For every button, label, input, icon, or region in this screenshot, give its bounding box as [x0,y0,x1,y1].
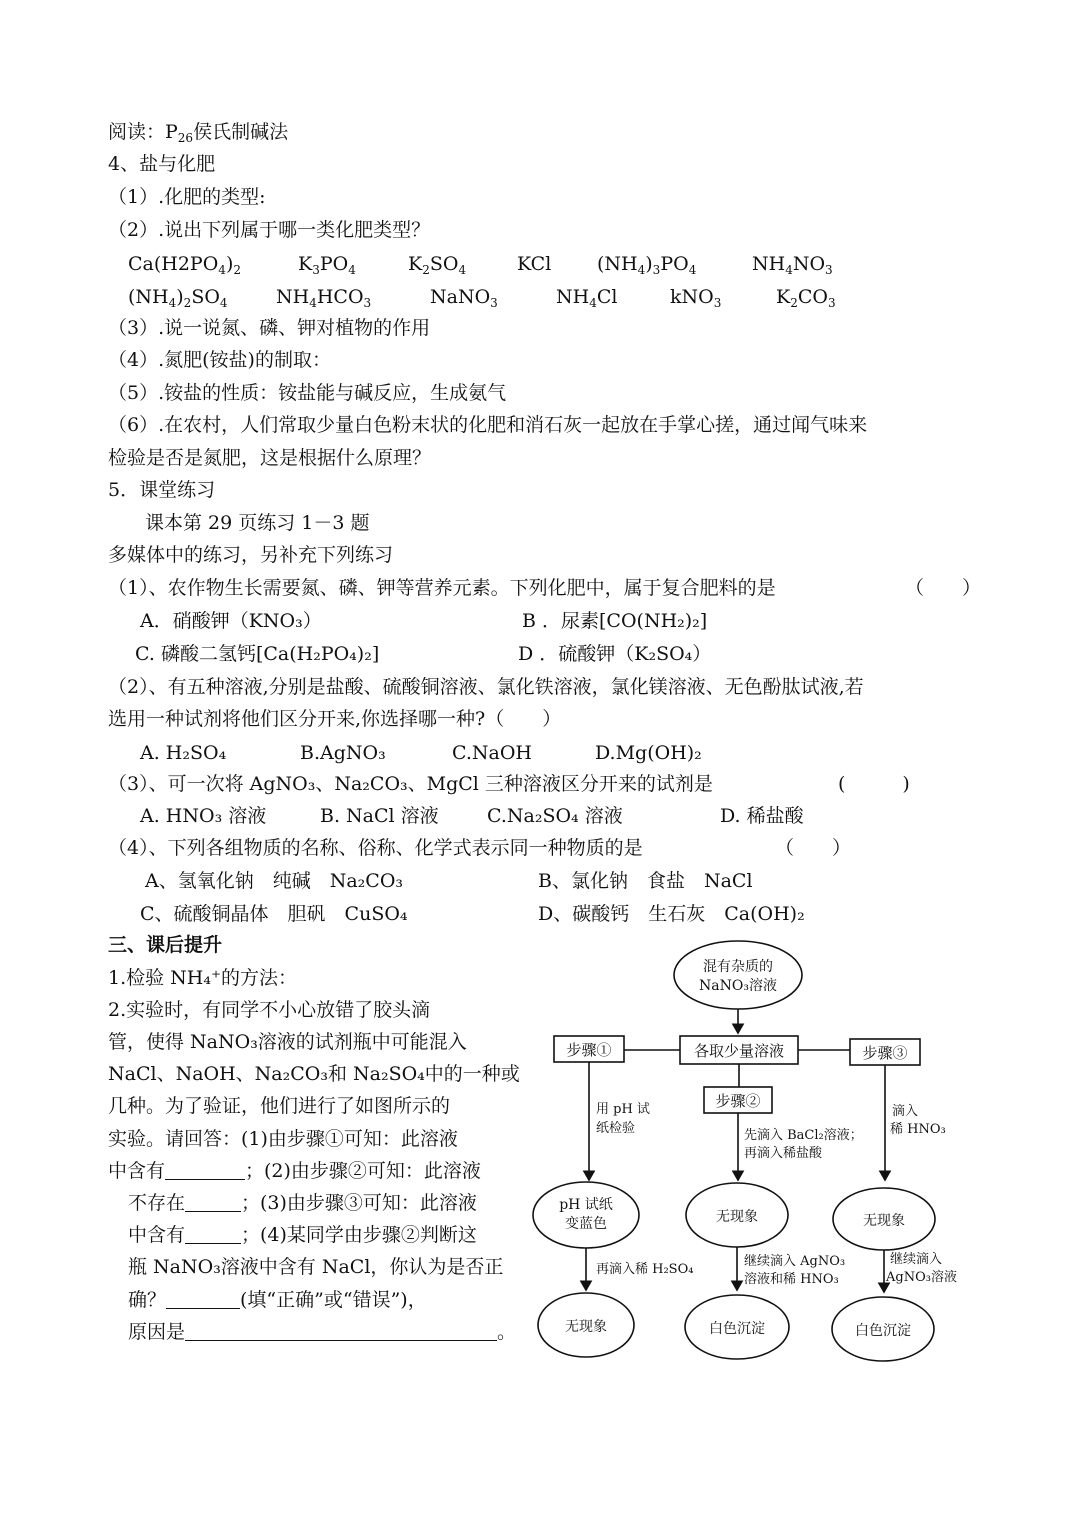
action-1-note: 再滴入稀 H₂SO₄ [596,1262,694,1277]
problem-2-line-8 [128,1223,477,1247]
step-1-note-2: 纸检验 [596,1121,636,1136]
result-2-label: 无现象 [716,1209,758,1225]
problem-2-line-10 [128,1288,427,1312]
reading-line [108,120,288,144]
exercise-2-line-2: 选用一种试剂将他们区分开来,你选择哪一种?（ ） [108,708,562,730]
step-2-note-2: 再滴入稀盐酸 [744,1146,823,1161]
result-3-label: 无现象 [863,1213,905,1229]
problem-2-line-2: 管，使得 NaNO₃溶液的试剂瓶中可能混入 [108,1031,467,1053]
start-node-label-2: NaNO₃溶液 [699,978,777,994]
exercise-1-option-a: A．硝酸钾（KNO₃） [140,610,322,632]
step-2-label: 步骤② [715,1092,761,1110]
answer-blank-4[interactable] [166,1290,240,1309]
text: 不存在 [128,1192,186,1214]
action-3-note-2: AgNO₃溶液 [886,1270,957,1285]
fertilizer-formula: $NH_4HCO_3$ [276,286,372,310]
reading-prefix: 阅读：P [108,121,178,143]
text: 原因是 [128,1321,186,1343]
experiment-flowchart [530,935,990,1375]
problem-2-line-4: 几种。为了验证，他们进行了如图所示的 [108,1095,451,1117]
exercise-2-option-b: B.AgNO₃ [300,742,386,764]
section-3-title: 三、课后提升 [108,934,223,956]
step-3-label: 步骤③ [862,1044,908,1062]
fertilizer-formula: NaNO$_3$ [430,286,498,310]
exercise-4-stem: （4）、下列各组物质的名称、俗称、化学式表示同一种物质的是 [108,837,643,859]
answer-blank-5[interactable] [185,1322,497,1341]
question-2: （2）.说出下列属于哪一类化肥类型？ [108,219,431,241]
exercise-2-option-d: D.Mg(OH)₂ [595,742,702,764]
exercise-3-paren: ( ) [838,773,910,795]
text: ；(3)由步骤③可知：此溶液 [241,1192,477,1214]
fertilizer-formula: $NH_4NO_3$ [752,253,833,277]
answer-blank-1[interactable] [165,1161,245,1180]
start-node-label-1: 混有杂质的 [703,959,773,975]
fertilizer-formula: $NH_4Cl$ [556,286,618,310]
reading-rest: 侯氏制碱法 [193,121,289,143]
exercise-3-stem: （3）、可一次将 AgNO₃、Na₂CO₃、MgCl 三种溶液区分开来的试剂是 [108,773,713,795]
fertilizer-formula: $K_2SO_4$ [408,253,467,277]
section-4-title: 4、盐与化肥 [108,153,216,175]
step-2-note-1: 先滴入 BaCl₂溶液； [744,1128,863,1143]
result-1-label-2: 变蓝色 [565,1216,607,1232]
text: 确？ [128,1289,167,1311]
exercise-3-option-d: D. 稀盐酸 [720,805,804,827]
answer-blank-3[interactable] [185,1225,241,1244]
answer-blank-2[interactable] [185,1193,241,1212]
fertilizer-formula: $(NH_4)_3PO_4$ [597,253,697,277]
text: 。 [497,1321,517,1343]
exercise-3-option-a: A. HNO₃ 溶液 [140,805,267,827]
exercise-4-option-d: D、碳酸钙 生石灰 Ca(OH)₂ [538,903,805,925]
action-3-note-1: 继续滴入 [890,1252,943,1267]
fertilizer-formula: $K_2CO_3$ [776,286,836,310]
action-2-note-2: 溶液和稀 HNO₃ [744,1272,839,1287]
exercise-2-option-a: A. H₂SO₄ [140,742,227,764]
result-1-node [533,1182,639,1248]
exercise-2-line-1: （2）、有五种溶液,分别是盐酸、硫酸铜溶液、氯化铁溶液，氯化镁溶液、无色酚肽试液,若 [108,676,864,698]
problem-2-line-9: 瓶 NaNO₃溶液中含有 NaCl，你认为是否正 [128,1256,504,1278]
start-node [674,941,802,1009]
problem-2-line-1: 2.实验时，有同学不小心放错了胶头滴 [108,999,431,1021]
fertilizer-formula: KCl [517,253,552,275]
problem-2-line-5: 实验。请回答：(1)由步骤①可知：此溶液 [108,1128,458,1150]
text: 中含有 [108,1160,166,1182]
problem-2-line-11 [128,1320,516,1344]
question-4: （4）.氮肥(铵盐)的制取： [108,349,331,371]
exercise-4-option-c: C、硫酸铜晶体 胆矾 CuSO₄ [140,903,408,925]
exercise-2-option-c: C.NaOH [452,742,532,764]
problem-1: 1.检验 NH₄⁺的方法： [108,967,298,989]
text: ；(2)由步骤②可知：此溶液 [245,1160,481,1182]
question-1: （1）.化肥的类型: [108,186,266,208]
exercise-4-paren: （ ） [775,837,852,859]
question-6-line-2: 检验是否是氮肥，这是根据什么原理？ [108,447,432,469]
fertilizer-formula: $K_3PO_4$ [298,253,356,277]
step-3-note-1: 滴入 [892,1104,919,1119]
fertilizer-formula: $Ca(H2PO_4)_2$ [128,253,241,277]
text: (填“正确”或“错误”)， [240,1289,427,1311]
question-6-line-1: （6）.在农村，人们常取少量白色粉末状的化肥和消石灰一起放在手掌心搓，通过闻气味来 [108,414,868,436]
exercise-1-paren: （ ） [905,577,982,599]
section-5-title: 5．课堂练习 [108,479,216,501]
step-3-note-2: 稀 HNO₃ [890,1122,946,1137]
exercise-3-option-b: B. NaCl 溶液 [320,805,439,827]
problem-2-line-7 [128,1191,477,1215]
exercise-1-option-d: D ．硫酸钾（K₂SO₄） [518,643,712,665]
problem-2-line-3: NaCl、NaOH、Na₂CO₃和 Na₂SO₄中的一种或 [108,1063,520,1085]
final-1-label: 无现象 [565,1319,607,1335]
exercise-1-option-b: B ．尿素[CO(NH₂)₂] [522,610,708,632]
exercise-1-stem: （1）、农作物生长需要氮、磷、钾等营养元素。下列化肥中，属于复合肥料的是 [108,577,776,599]
section-5-line-1: 课本第 29 页练习 1－3 题 [145,512,370,534]
exercise-1-option-c: C. 磷酸二氢钙[Ca(H₂PO₄)₂] [135,643,380,665]
exercise-4-option-b: B、氯化钠 食盐 NaCl [538,870,753,892]
action-2-note-1: 继续滴入 AgNO₃ [744,1254,846,1269]
step-1-note-1: 用 pH 试 [596,1102,650,1117]
final-3-label: 白色沉淀 [855,1323,911,1339]
fertilizer-formula: kNO$_3$ [670,286,722,310]
text: ；(4)某同学由步骤②判断这 [241,1224,477,1246]
step-1-label: 步骤① [566,1041,612,1059]
question-5: （5）.铵盐的性质：铵盐能与碱反应，生成氨气 [108,382,507,404]
final-2-label: 白色沉淀 [709,1321,765,1337]
center-box-label: 各取少量溶液 [693,1042,785,1060]
problem-2-line-6 [108,1159,481,1183]
fertilizer-formula: $(NH_4)_2SO_4$ [128,286,228,310]
question-3: （3）.说一说氮、磷、钾对植物的作用 [108,317,431,339]
reading-sub: 26 [177,131,194,145]
result-1-label-1: pH 试纸 [559,1197,613,1213]
text: 中含有 [128,1224,186,1246]
exercise-3-option-c: C.Na₂SO₄ 溶液 [487,805,623,827]
section-5-line-2: 多媒体中的练习，另补充下列练习 [108,544,394,566]
exercise-4-option-a: A、氢氧化钠 纯碱 Na₂CO₃ [145,870,404,892]
